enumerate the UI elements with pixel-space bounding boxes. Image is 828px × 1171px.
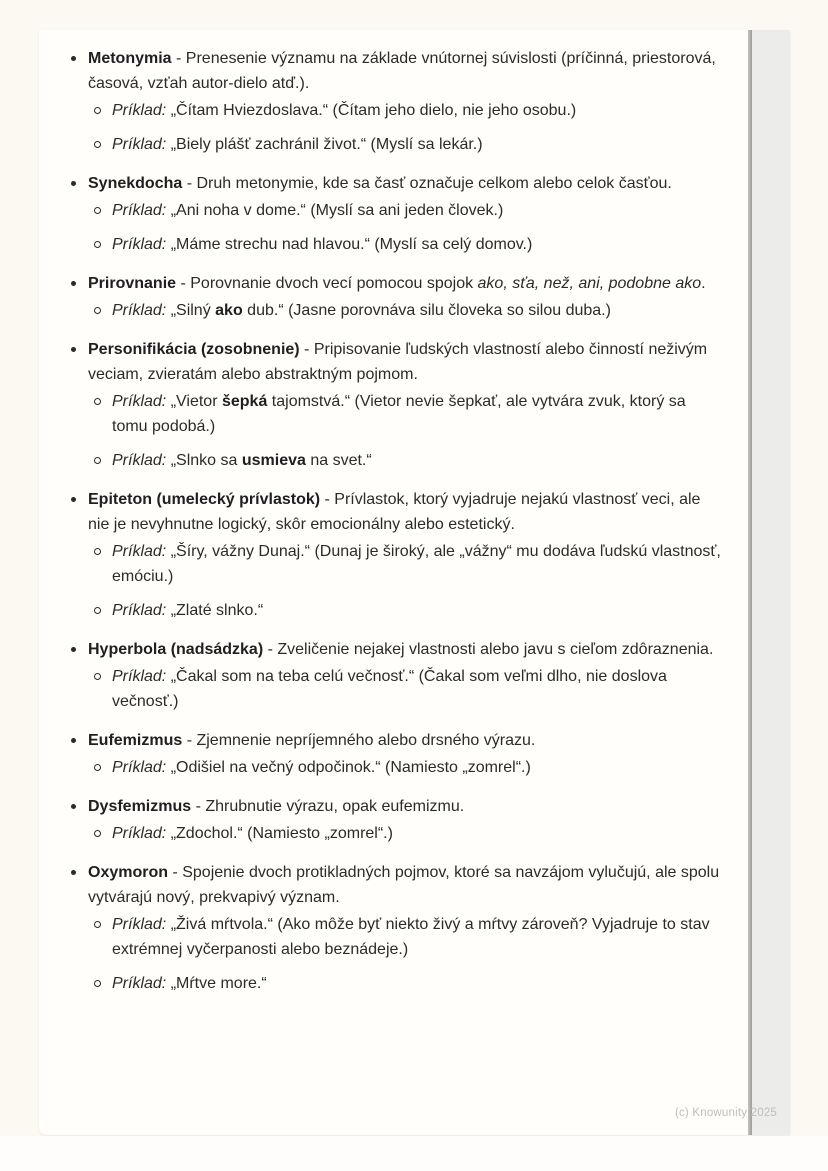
example-item bbox=[94, 448, 725, 473]
examples-list bbox=[94, 98, 725, 157]
bullet-icon bbox=[71, 347, 76, 352]
circle-bullet-icon bbox=[94, 141, 101, 148]
bullet-icon bbox=[71, 56, 76, 61]
example-text: Príklad: „Mŕtve more.“ bbox=[112, 975, 267, 992]
bullet-icon bbox=[71, 181, 76, 186]
bullet-icon bbox=[71, 497, 76, 502]
terms-list bbox=[70, 46, 725, 996]
term-item bbox=[70, 337, 725, 473]
term-item bbox=[70, 728, 725, 780]
term-text: Dysfemizmus - Zhrubnutie výrazu, opak eufemizmu. bbox=[88, 798, 465, 815]
examples-list bbox=[94, 198, 725, 257]
circle-bullet-icon bbox=[94, 980, 101, 987]
example-item bbox=[94, 821, 725, 846]
example-item bbox=[94, 389, 725, 439]
example-text: Príklad: „Slnko sa usmieva na svet.“ bbox=[112, 452, 372, 469]
term-text: Hyperbola (nadsádzka) - Zveličenie nejakej vlastnosti alebo javu s cieľom zdôraznenia. bbox=[88, 641, 714, 658]
term-text: Metonymia - Prenesenie významu na základe vnútornej súvislosti (príčinná, priestorová, časová, vzťah autor-dielo atď.). bbox=[88, 50, 716, 92]
circle-bullet-icon bbox=[94, 207, 101, 214]
example-item bbox=[94, 98, 725, 123]
example-text: Príklad: „Ani noha v dome.“ (Myslí sa ani jeden človek.) bbox=[112, 202, 504, 219]
circle-bullet-icon bbox=[94, 398, 101, 405]
term-text: Eufemizmus - Zjemnenie nepríjemného alebo drsného výrazu. bbox=[88, 732, 536, 749]
example-text: Príklad: „Silný ako dub.“ (Jasne porovnáva silu človeka so silou duba.) bbox=[112, 302, 611, 319]
example-item bbox=[94, 664, 725, 714]
example-text: Príklad: „Čakal som na teba celú večnosť.“ (Čakal som veľmi dlho, nie doslova večnosť.) bbox=[112, 668, 667, 710]
term-item bbox=[70, 271, 725, 323]
examples-list bbox=[94, 912, 725, 996]
example-text: Príklad: „Máme strechu nad hlavou.“ (Myslí sa celý domov.) bbox=[112, 236, 533, 253]
examples-list bbox=[94, 298, 725, 323]
circle-bullet-icon bbox=[94, 921, 101, 928]
bullet-icon bbox=[71, 804, 76, 809]
example-text: Príklad: „Čítam Hviezdoslava.“ (Čítam jeho dielo, nie jeho osobu.) bbox=[112, 102, 577, 119]
term-text: Prirovnanie - Porovnanie dvoch vecí pomocou spojok ako, sťa, než, ani, podobne ako. bbox=[88, 275, 706, 292]
bullet-icon bbox=[71, 647, 76, 652]
term-item bbox=[70, 637, 725, 714]
example-item bbox=[94, 755, 725, 780]
page-right-gutter bbox=[752, 30, 790, 1135]
example-text: Príklad: „Vietor šepká tajomstvá.“ (Vietor nevie šepkať, ale vytvára zvuk, ktorý sa tomu podobá.) bbox=[112, 393, 686, 435]
example-item bbox=[94, 298, 725, 323]
term-text: Oxymoron - Spojenie dvoch protikladných pojmov, ktoré sa navzájom vylučujú, ale spolu vytvárajú nový, prekvapivý význam. bbox=[88, 864, 720, 906]
circle-bullet-icon bbox=[94, 457, 101, 464]
term-text: Synekdocha - Druh metonymie, kde sa časť označuje celkom alebo celok časťou. bbox=[88, 175, 672, 192]
example-text: Príklad: „Zlaté slnko.“ bbox=[112, 602, 264, 619]
term-item bbox=[70, 794, 725, 846]
example-item bbox=[94, 539, 725, 589]
examples-list bbox=[94, 821, 725, 846]
bullet-icon bbox=[71, 281, 76, 286]
example-text: Príklad: „Zdochol.“ (Namiesto „zomrel“.) bbox=[112, 825, 393, 842]
examples-list bbox=[94, 389, 725, 473]
examples-list bbox=[94, 539, 725, 623]
background-below-page bbox=[0, 1136, 828, 1171]
document-content bbox=[70, 46, 725, 1010]
example-item bbox=[94, 598, 725, 623]
example-text: Príklad: „Živá mŕtvola.“ (Ako môže byť niekto živý a mŕtvy zároveň? Vyjadruje to stav extrémnej vyčerpanosti alebo beznádeje.) bbox=[112, 916, 710, 958]
examples-list bbox=[94, 664, 725, 714]
circle-bullet-icon bbox=[94, 241, 101, 248]
example-item bbox=[94, 198, 725, 223]
example-item bbox=[94, 132, 725, 157]
term-item bbox=[70, 487, 725, 623]
term-text: Personifikácia (zosobnenie) - Pripisovanie ľudských vlastností alebo činností neživým veciam, zvieratám alebo abstraktným pojmom. bbox=[88, 341, 708, 383]
circle-bullet-icon bbox=[94, 830, 101, 837]
example-text: Príklad: „Šíry, vážny Dunaj.“ (Dunaj je široký, ale „vážny“ mu dodáva ľudskú vlastnosť, emóciu.) bbox=[112, 543, 721, 585]
example-text: Príklad: „Odišiel na večný odpočinok.“ (Namiesto „zomrel“.) bbox=[112, 759, 531, 776]
example-text: Príklad: „Biely plášť zachránil život.“ (Myslí sa lekár.) bbox=[112, 136, 483, 153]
example-item bbox=[94, 971, 725, 996]
term-item bbox=[70, 171, 725, 257]
example-item bbox=[94, 912, 725, 962]
circle-bullet-icon bbox=[94, 107, 101, 114]
circle-bullet-icon bbox=[94, 673, 101, 680]
circle-bullet-icon bbox=[94, 764, 101, 771]
copyright-watermark: (c) Knowunity 2025 bbox=[674, 1107, 777, 1119]
bullet-icon bbox=[71, 870, 76, 875]
term-item bbox=[70, 46, 725, 157]
example-item bbox=[94, 232, 725, 257]
term-item bbox=[70, 860, 725, 996]
bullet-icon bbox=[71, 738, 76, 743]
document-page bbox=[39, 30, 790, 1135]
term-text: Epiteton (umelecký prívlastok) - Prívlastok, ktorý vyjadruje nejakú vlastnosť veci, ale nie je nevyhnutne logický, skôr emocionálny alebo estetický. bbox=[88, 491, 701, 533]
page-edge-divider bbox=[748, 30, 752, 1135]
circle-bullet-icon bbox=[94, 548, 101, 555]
circle-bullet-icon bbox=[94, 307, 101, 314]
circle-bullet-icon bbox=[94, 607, 101, 614]
examples-list bbox=[94, 755, 725, 780]
